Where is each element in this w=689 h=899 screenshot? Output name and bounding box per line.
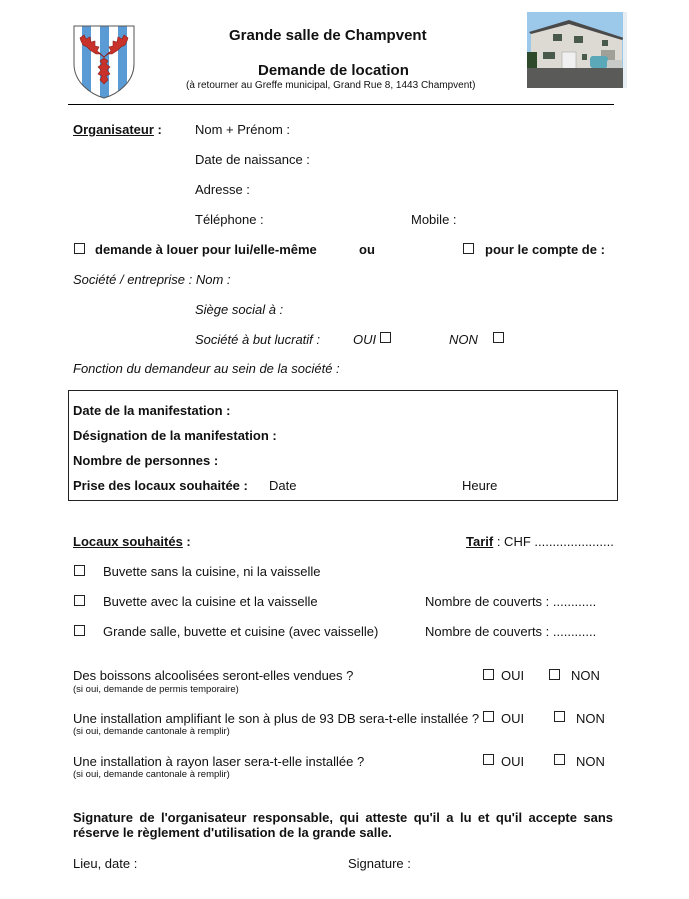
- profit-yes-checkbox[interactable]: [380, 332, 391, 343]
- function-label: Fonction du demandeur au sein de la société :: [73, 361, 340, 376]
- premises-heading: Locaux souhaités: [73, 534, 183, 549]
- premises-option-checkbox[interactable]: [74, 595, 85, 606]
- cover-count-field[interactable]: Nombre de couverts : ............: [425, 624, 597, 639]
- question-no-label: NON: [576, 754, 605, 769]
- header-divider: [68, 104, 614, 105]
- profit-no-checkbox[interactable]: [493, 332, 504, 343]
- question-note: (si oui, demande de permis temporaire): [73, 684, 239, 695]
- premises-option-label: Grande salle, buvette et cuisine (avec vaisselle): [103, 624, 379, 639]
- return-address-note: (à retourner au Greffe municipal, Grand Rue 8, 1443 Champvent): [186, 80, 476, 91]
- building-photo: [527, 12, 627, 88]
- question-yes-label: OUI: [501, 711, 525, 726]
- birthdate-field-label: Date de naissance :: [195, 152, 310, 167]
- or-label: ou: [359, 242, 375, 257]
- company-name-label: Société / entreprise : Nom :: [73, 272, 231, 287]
- question-label: Une installation amplifiant le son à plus de 93 DB sera-t-elle installée ?: [73, 711, 480, 726]
- document-subtitle: Demande de location: [258, 62, 409, 79]
- event-takeover-label: Prise des locaux souhaitée :: [73, 478, 248, 493]
- event-people-label: Nombre de personnes :: [73, 453, 219, 468]
- question-yes-checkbox[interactable]: [483, 711, 494, 722]
- event-takeover-date-label: Date: [269, 478, 297, 493]
- name-field-label: Nom + Prénom :: [195, 122, 291, 137]
- premises-option-checkbox[interactable]: [74, 625, 85, 636]
- event-date-label: Date de la manifestation :: [73, 403, 231, 418]
- address-field-label: Adresse :: [195, 182, 250, 197]
- company-seat-label: Siège social à :: [195, 302, 284, 317]
- event-takeover-time-label: Heure: [462, 478, 498, 493]
- tariff-value: : CHF ......................: [493, 534, 614, 549]
- signature-statement: Signature de l'organisateur responsable, qui atteste qu'il a lu et qu'il accepte sans réserve le règlement d'utilisation de la grande salle.: [73, 810, 613, 840]
- premises-section-label: [73, 534, 191, 549]
- organiser-section-label: [73, 122, 162, 137]
- event-designation-label: Désignation de la manifestation :: [73, 428, 277, 443]
- question-no-checkbox[interactable]: [549, 669, 560, 680]
- place-date-label: Lieu, date :: [73, 856, 138, 871]
- signature-label: Signature :: [348, 856, 411, 871]
- phone-field-label: Téléphone :: [195, 212, 264, 227]
- profit-label: Société à but lucratif :: [195, 332, 321, 347]
- question-no-label: NON: [576, 711, 605, 726]
- document-title: Grande salle de Champvent: [229, 27, 427, 44]
- premises-option-checkbox[interactable]: [74, 565, 85, 576]
- tariff-label: [466, 534, 614, 549]
- tariff-heading: Tarif: [466, 534, 494, 549]
- question-yes-checkbox[interactable]: [483, 754, 494, 765]
- question-no-checkbox[interactable]: [554, 754, 565, 765]
- mobile-field-label: Mobile :: [411, 212, 457, 227]
- profit-yes-label: OUI: [353, 332, 377, 347]
- on-behalf-checkbox[interactable]: [463, 243, 474, 254]
- question-no-label: NON: [571, 668, 600, 683]
- question-label: Des boissons alcoolisées seront-elles vendues ?: [73, 668, 354, 683]
- question-note: (si oui, demande cantonale à remplir): [73, 769, 230, 780]
- premises-option-label: Buvette avec la cuisine et la vaisselle: [103, 594, 318, 609]
- self-checkbox[interactable]: [74, 243, 85, 254]
- question-yes-label: OUI: [501, 754, 525, 769]
- premises-heading-colon: :: [182, 534, 191, 549]
- organiser-heading: Organisateur: [73, 122, 154, 137]
- organiser-heading-colon: :: [153, 122, 162, 137]
- cover-count-field[interactable]: Nombre de couverts : ............: [425, 594, 597, 609]
- question-no-checkbox[interactable]: [554, 711, 565, 722]
- question-label: Une installation à rayon laser sera-t-elle installée ?: [73, 754, 365, 769]
- on-behalf-option-label: pour le compte de :: [485, 242, 605, 257]
- profit-no-label: NON: [449, 332, 478, 347]
- question-yes-label: OUI: [501, 668, 525, 683]
- premises-option-label: Buvette sans la cuisine, ni la vaisselle: [103, 564, 321, 579]
- self-option-label: demande à louer pour lui/elle-même: [95, 242, 317, 257]
- question-yes-checkbox[interactable]: [483, 669, 494, 680]
- coat-of-arms-icon: [70, 20, 138, 100]
- question-note: (si oui, demande cantonale à remplir): [73, 726, 230, 737]
